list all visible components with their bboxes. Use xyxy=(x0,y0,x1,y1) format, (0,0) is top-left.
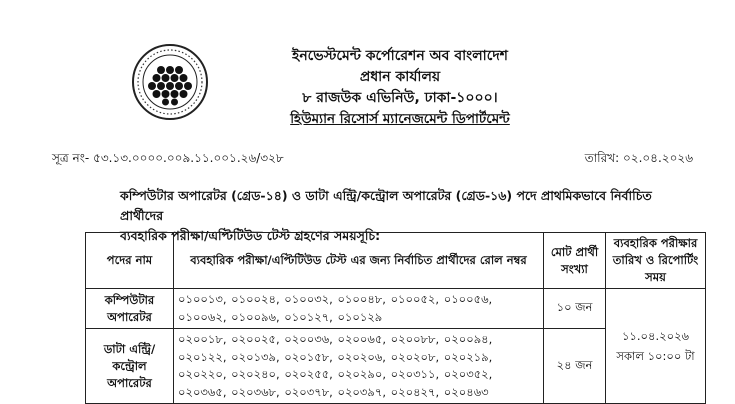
schedule-table xyxy=(85,232,706,404)
memo-date: তারিখ: ০২.০৪.২০২৬ xyxy=(584,151,693,165)
candidate-count: ২৪ জন xyxy=(544,329,606,404)
memo-number: সূত্র নং- ৫৩.১৩.০০০০.০০৯.১১.০০১.২৬/৩২৮ xyxy=(52,151,284,165)
org-name: ইনভেস্টমেন্ট কর্পোরেশন অব বাংলাদেশ xyxy=(292,48,508,64)
post-name: কম্পিউটার অপারেটর xyxy=(86,289,174,329)
icb-logo xyxy=(130,42,210,122)
post-name: ডাটা এন্ট্রি/কন্ট্রোল অপারেটর xyxy=(86,329,174,404)
subject-line-2: ব্যবহারিক পরীক্ষা/এপ্টিটিউড টেস্ট গ্রহণের সময়সূচি: xyxy=(120,228,381,243)
schedule-time: সকাল ১০:০০ টা xyxy=(616,349,695,363)
department-name: হিউম্যান রিসোর্স ম্যানেজমেন্ট ডিপার্টমেন্ট xyxy=(290,111,510,127)
header-schedule: ব্যবহারিক পরীক্ষার তারিখ ও রিপোর্টিং সময় xyxy=(606,233,706,289)
org-header xyxy=(270,46,530,130)
schedule-cell xyxy=(606,289,706,404)
roll-numbers: ০১০০১৩, ০১০০২৪, ০১০০৩২, ০১০০৪৮, ০১০০৫২, ০১০০৫৬, ০১০০৬২, ০১০০৯৬, ০১০১২৭, ০১০১২৯ xyxy=(174,289,544,329)
subject-line-1: কম্পিউটার অপারেটর (গ্রেড-১৪) ও ডাটা এন্ট্রি/কন্ট্রোল অপারেটর (গ্রেড-১৬) পদে প্রাথমিকভাবে নির্বাচিত প্রার্থীদের xyxy=(120,188,652,223)
header-rolls: ব্যবহারিক পরীক্ষা/এপ্টিটিউড টেস্ট এর জন্য নির্বাচিত প্রার্থীদের রোল নম্বর xyxy=(174,233,544,289)
table-row xyxy=(86,289,706,329)
table-header-row xyxy=(86,233,706,289)
candidate-count: ১০ জন xyxy=(544,289,606,329)
roll-numbers: ০২০০১৮, ০২০০২৫, ০২০০৩৬, ০২০০৬৫, ০২০০৮৮, ০২০০৯৪, ০২০১২২, ০২০১৩৯, ০২০১৫৮, ০২০২০৬, ০২০২০৮, ০২০২১৯, ০২০২২০, ০২০২৪০, ০২০২৫৫, ০২০২৯০, ০২০৩১১, ০২০৩৫২, ০২০৩৬৫, ০২০৩৬৮, ০২০৩৭৮, ০২০৩৯৭, ০২০৪২৭, ০২০৪৬৩ xyxy=(174,329,544,404)
header-post: পদের নাম xyxy=(86,233,174,289)
schedule-date: ১১.০৪.২০২৬ xyxy=(621,329,690,343)
office-name: প্রধান কার্যালয় xyxy=(359,69,441,85)
office-address: ৮ রাজউক এভিনিউ, ঢাকা-১০০০। xyxy=(302,90,498,106)
header-count: মোট প্রার্থী সংখ্যা xyxy=(544,233,606,289)
